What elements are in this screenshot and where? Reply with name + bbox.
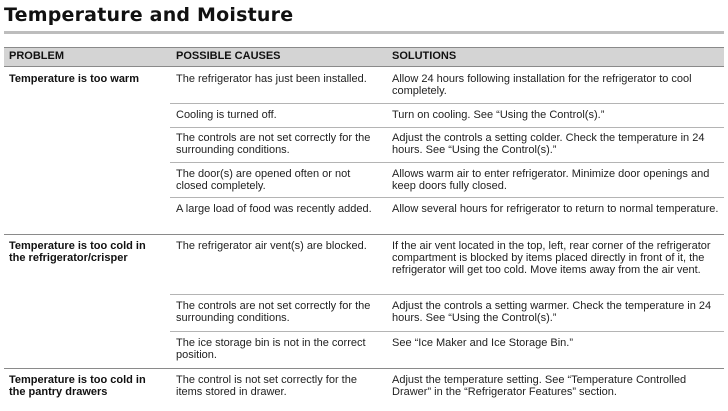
page-title: Temperature and Moisture: [4, 4, 294, 26]
solution-text: Adjust the temperature setting. See “Temperature Controlled Drawer” in the “Refrigerator Features” section.: [392, 374, 687, 398]
cause-text: The door(s) are opened often or not closed completely.: [176, 168, 351, 192]
cause-text: The control is not set correctly for the items stored in drawer.: [176, 374, 357, 398]
solution-text: Allows warm air to enter refrigerator. Minimize door openings and keep doors fully closed.: [392, 168, 710, 192]
problem-label: Temperature is too cold in the pantry drawers: [9, 374, 146, 398]
cause-text: The refrigerator has just been installed.: [176, 73, 367, 85]
cause-text: The controls are not set correctly for the surrounding conditions.: [176, 300, 371, 324]
solution-text: Adjust the controls a setting colder. Check the temperature in 24 hours. See “Using the Control(s).”: [392, 132, 705, 156]
table-header: [4, 47, 724, 67]
group-divider: [4, 234, 724, 235]
cause-text: The controls are not set correctly for the surrounding conditions.: [176, 132, 371, 156]
solution-text: Allow several hours for refrigerator to return to normal temperature.: [392, 203, 719, 215]
row-divider: [170, 127, 724, 128]
solution-text: See “Ice Maker and Ice Storage Bin.”: [392, 337, 573, 349]
solution-text: Turn on cooling. See “Using the Control(s).”: [392, 109, 605, 121]
row-divider: [170, 294, 724, 295]
group-divider: [4, 368, 724, 369]
solution-text: If the air vent located in the top, left, rear corner of the refrigerator compartment is blocked by items placed directly in front of it, the refrigerator will get too cold. Move items away from the air vent.: [392, 240, 711, 276]
cause-text: A large load of food was recently added.: [176, 203, 372, 215]
row-divider: [170, 103, 724, 104]
problem-label: Temperature is too cold in the refrigerator/crisper: [9, 240, 146, 264]
header-solutions: SOLUTIONS: [392, 50, 457, 62]
header-possible-causes: POSSIBLE CAUSES: [176, 50, 281, 62]
cause-text: The refrigerator air vent(s) are blocked.: [176, 240, 367, 252]
row-divider: [170, 162, 724, 163]
solution-text: Allow 24 hours following installation for the refrigerator to cool completely.: [392, 73, 692, 97]
row-divider: [170, 197, 724, 198]
row-divider: [170, 331, 724, 332]
cause-text: The ice storage bin is not in the correct position.: [176, 337, 366, 361]
header-problem: PROBLEM: [9, 50, 64, 62]
cause-text: Cooling is turned off.: [176, 109, 277, 121]
solution-text: Adjust the controls a setting warmer. Check the temperature in 24 hours. See “Using the Control(s).”: [392, 300, 712, 324]
problem-label: Temperature is too warm: [9, 73, 139, 85]
title-divider: [4, 31, 724, 34]
